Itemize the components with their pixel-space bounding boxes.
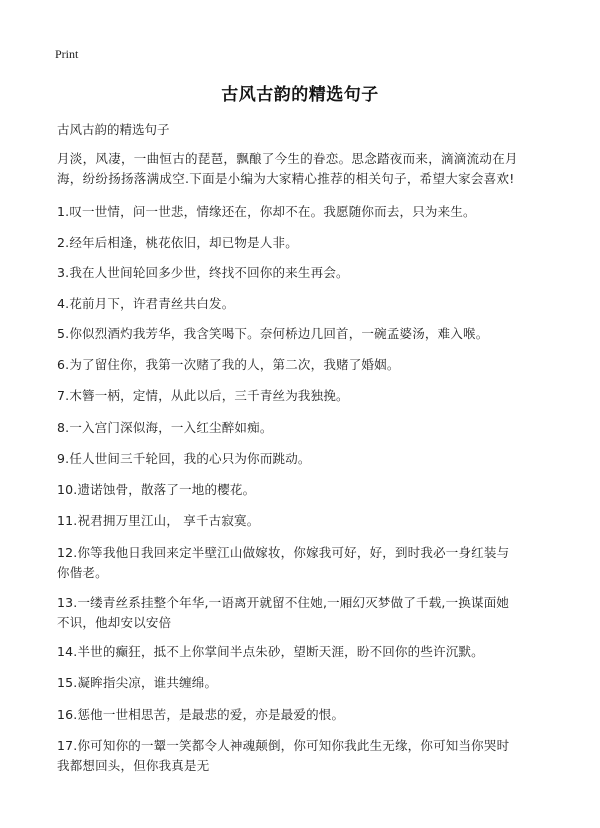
quote-item: [57, 543, 555, 583]
quote-line: 10.遗诺蚀骨，散落了一地的樱花。: [57, 482, 256, 497]
quote-item: [57, 480, 555, 500]
quote-item: [57, 593, 555, 633]
quote-line: 12.你等我他日我回来定半壁江山做嫁妆，你嫁我可好，好，到时我必一身红装与: [57, 545, 510, 560]
quote-item: [57, 736, 555, 776]
quote-item: [57, 642, 555, 662]
print-label: Print: [55, 47, 79, 61]
quote-line: 5.你似烈酒灼我芳华，我含笑喝下。奈何桥边几回首，一碗孟婆汤，难入喉。: [57, 326, 489, 341]
quote-line: 2.经年后相逢，桃花依旧，却已物是人非。: [57, 235, 298, 250]
intro-paragraph: [57, 149, 555, 189]
quote-item: [57, 294, 555, 314]
quote-line: 11.祝君拥万里江山， 享千古寂寞。: [57, 513, 260, 528]
quote-item: [57, 511, 555, 531]
quote-item: [57, 263, 555, 283]
quote-line: 不识，他却安以安倍: [57, 615, 172, 630]
quote-item: [57, 386, 555, 406]
quote-line: 4.花前月下，许君青丝共白发。: [57, 296, 235, 311]
quote-line: 8.一入宫门深似海，一入红尘醉如痴。: [57, 420, 273, 435]
quote-line: 9.任人世间三千轮回，我的心只为你而跳动。: [57, 451, 311, 466]
quote-item: [57, 324, 555, 344]
section-subtitle: 古风古韵的精选句子: [57, 122, 170, 137]
quote-item: [57, 233, 555, 253]
page-title: 古风古韵的精选句子: [221, 85, 379, 105]
quote-line: 13.一缕青丝系挂整个年华,一语离开就留不住她,一厢幻灭梦做了千载,一换谋面她: [57, 595, 510, 610]
quote-item: [57, 202, 555, 222]
quote-item: [57, 418, 555, 438]
quote-line: 17.你可知你的一颦一笑都令人神魂颠倒，你可知你我此生无缘，你可知当你哭时: [57, 738, 510, 753]
quote-line: 14.半世的癫狂，抵不上你掌间半点朱砂，望断天涯，盼不回你的些许沉默。: [57, 644, 484, 659]
quote-line: 你偕老。: [57, 565, 108, 580]
quote-line: 16.惩他一世相思苦，是最悲的爱，亦是最爱的恨。: [57, 707, 345, 722]
quote-item: [57, 355, 555, 375]
intro-line: 月淡，风凄，一曲恒古的琵琶，飘酿了今生的眷恋。思念踏夜而来，滴滴流动在月: [57, 151, 518, 166]
quote-line: 3.我在人世间轮回多少世，终找不回你的来生再会。: [57, 265, 349, 280]
intro-line: 海，纷纷扬扬落满成空.下面是小编为大家精心推荐的相关句子，希望大家会喜欢!: [57, 171, 515, 186]
quote-line: 我都想回头，但你我真是无: [57, 758, 210, 773]
quote-item: [57, 705, 555, 725]
quote-line: 1.叹一世情，问一世悲，情缘还在，你却不在。我愿随你而去，只为来生。: [57, 204, 476, 219]
quote-item: [57, 673, 555, 693]
quote-item: [57, 449, 555, 469]
quote-line: 15.凝眸指尖凉，谁共缠绵。: [57, 675, 218, 690]
quote-line: 7.木簪一柄，定情，从此以后，三千青丝为我独挽。: [57, 388, 349, 403]
quote-line: 6.为了留住你，我第一次赌了我的人，第二次，我赌了婚姻。: [57, 357, 400, 372]
